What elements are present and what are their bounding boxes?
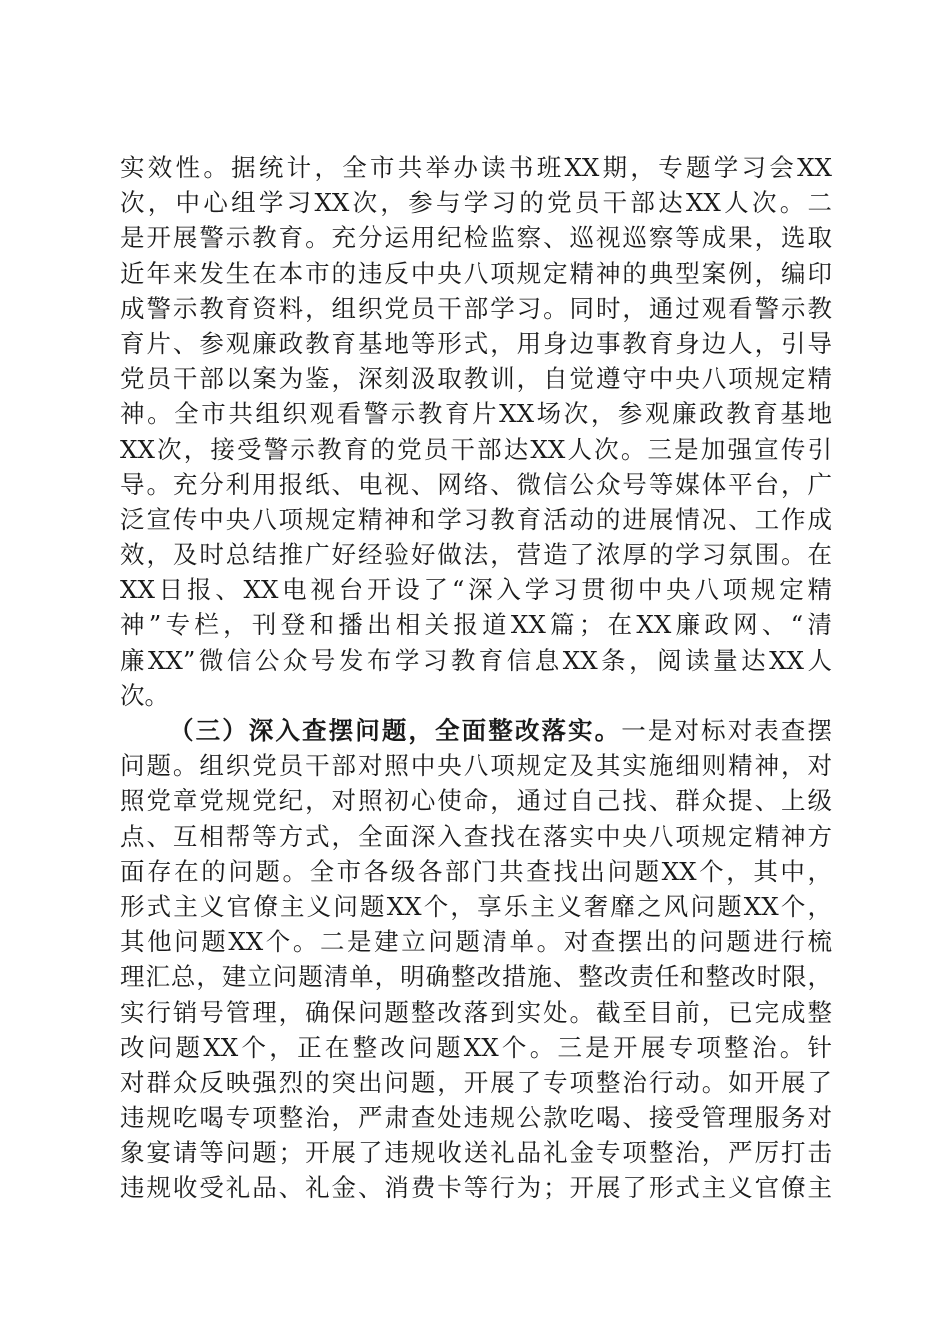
text-line: 面存在的问题。全市各级各部门共查找出问题XX个，其中， (120, 856, 832, 886)
text-line: 象宴请等问题；开展了违规收送礼品礼金专项整治，严厉打击 (120, 1138, 832, 1168)
text-line: 廉XX”微信公众号发布学习教育信息XX条，阅读量达XX人 (120, 645, 832, 675)
document-body (120, 150, 832, 1206)
text-line: 效，及时总结推广好经验好做法，营造了浓厚的学习氛围。在 (120, 540, 832, 570)
text-line: 实行销号管理，确保问题整改落到实处。截至目前，已完成整 (120, 997, 832, 1027)
heading-line-text: 一是对标对表查摆 (621, 716, 833, 745)
text-line: 形式主义官僚主义问题XX个，享乐主义奢靡之风问题XX个， (120, 891, 832, 921)
section-heading-line (120, 713, 832, 748)
text-line: 育片、参观廉政教育基地等形式，用身边事教育身边人，引导 (120, 328, 832, 358)
text-line: 对群众反映强烈的突出问题，开展了专项整治行动。如开展了 (120, 1067, 832, 1097)
text-line: 导。充分利用报纸、电视、网络、微信公众号等媒体平台，广 (120, 469, 832, 499)
text-line: 是开展警示教育。充分运用纪检监察、巡视巡察等成果，选取 (120, 223, 832, 253)
section-heading: （三）深入查摆问题，全面整改落实。 (169, 716, 622, 745)
text-line: 问题。组织党员干部对照中央八项规定及其实施细则精神，对 (120, 751, 832, 781)
text-line: 其他问题XX个。二是建立问题清单。对查摆出的问题进行梳 (120, 927, 832, 957)
text-line: 次，中心组学习XX次，参与学习的党员干部达XX人次。二 (120, 188, 832, 218)
text-line: 神”专栏，刊登和播出相关报道XX篇；在XX廉政网、“清 (120, 610, 832, 640)
text-line: 改问题XX个，正在整改问题XX个。三是开展专项整治。针 (120, 1032, 832, 1062)
text-line: 违规收受礼品、礼金、消费卡等行为；开展了形式主义官僚主 (120, 1173, 832, 1203)
text-line: 神。全市共组织观看警示教育片XX场次，参观廉政教育基地 (120, 399, 832, 429)
text-line: 照党章党规党纪，对照初心使命，通过自己找、群众提、上级 (120, 786, 832, 816)
text-line: 点、互相帮等方式，全面深入查找在落实中央八项规定精神方 (120, 821, 832, 851)
paragraph-rectification (120, 713, 832, 1206)
text-line: 次。 (120, 680, 169, 710)
text-line: XX次，接受警示教育的党员干部达XX人次。三是加强宣传引 (120, 434, 832, 464)
paragraph-statistics-warning-publicity (120, 150, 832, 713)
text-line: 成警示教育资料，组织党员干部学习。同时，通过观看警示教 (120, 293, 832, 323)
text-line: 泛宣传中央八项规定精神和学习教育活动的进展情况、工作成 (120, 504, 832, 534)
text-line: 近年来发生在本市的违反中央八项规定精神的典型案例，编印 (120, 258, 832, 288)
text-line: 违规吃喝专项整治，严肃查处违规公款吃喝、接受管理服务对 (120, 1103, 832, 1133)
text-line: 实效性。据统计，全市共举办读书班XX期，专题学习会XX (120, 153, 832, 182)
text-line: XX日报、XX电视台开设了“深入学习贯彻中央八项规定精 (120, 575, 832, 605)
text-line: 党员干部以案为鉴，深刻汲取教训，自觉遵守中央八项规定精 (120, 364, 832, 394)
text-line: 理汇总，建立问题清单，明确整改措施、整改责任和整改时限， (120, 962, 832, 992)
